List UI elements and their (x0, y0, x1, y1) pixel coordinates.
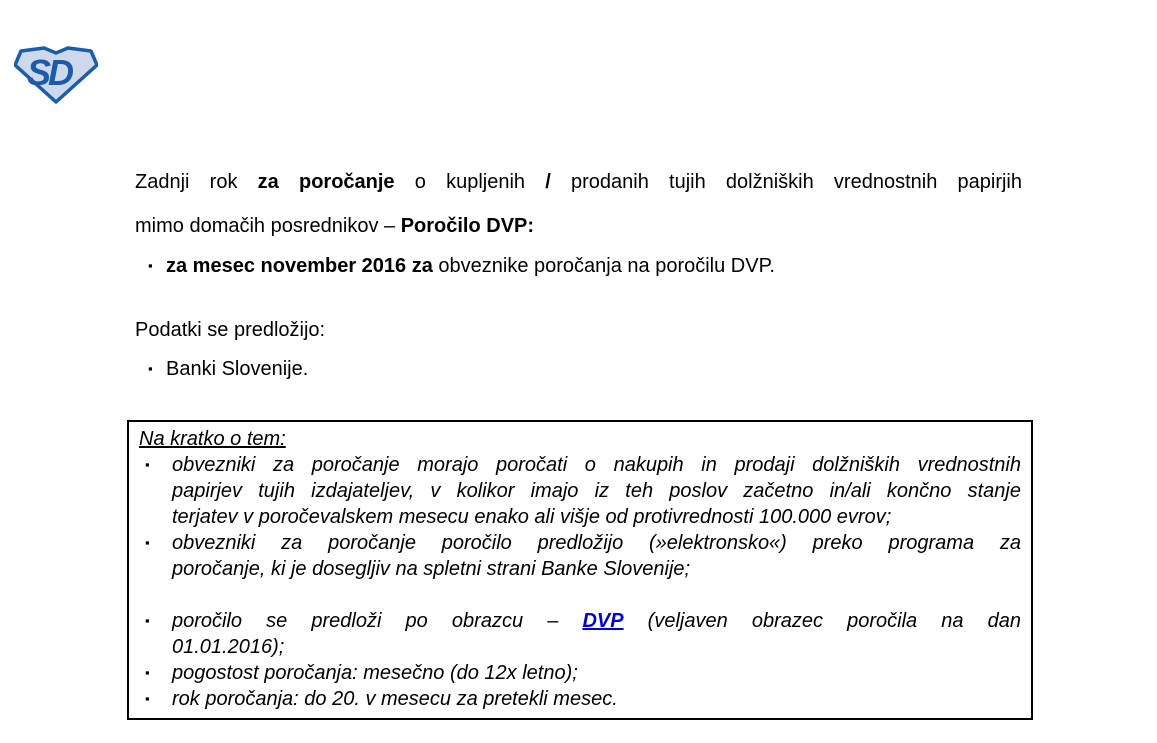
intro-text: prodanih tujih dolžniških vrednostnih papirjih (550, 171, 1022, 193)
intro-line-1 (135, 160, 1022, 204)
deadline-bullet (135, 254, 1022, 278)
recipient-text: Banki Slovenije. (166, 358, 309, 380)
deadline-text-rest: obveznike poročanja na poročilu DVP. (438, 255, 775, 277)
document-body (135, 160, 1022, 720)
logo-letters: SD (27, 52, 72, 93)
infobox-bullet-3 (139, 608, 1021, 660)
submission-heading: Podatki se predložijo: (135, 319, 326, 341)
bullet-square-icon: ▪ (145, 665, 150, 680)
infobox-b1-line1: obvezniki za poročanje morajo poročati o nakupih in prodaji dolžniških vrednostnih (172, 454, 1021, 476)
infobox-b3-post: (veljaven obrazec poročila na dan (623, 610, 1021, 632)
infobox-b3-line2: 01.01.2016); (172, 636, 285, 658)
infobox-bullet-4-text: pogostost poročanja: mesečno (do 12x letno); (172, 662, 578, 684)
intro-paragraph (135, 160, 1022, 248)
infobox-bullet-2-text (172, 530, 1021, 582)
intro-text-bold: Poročilo DVP: (400, 215, 535, 237)
bullet-square-icon: ▪ (148, 361, 153, 376)
infobox-bullet-5-text: rok poročanja: do 20. v mesecu za pretekli mesec. (172, 688, 618, 710)
infobox-b2-line2: poročanje, ki je dosegljiv na spletni strani Banke Slovenije; (172, 558, 691, 580)
intro-slash-bold: / (545, 171, 551, 193)
bullet-square-icon: ▪ (145, 613, 150, 628)
intro-text: mimo domačih posrednikov – (135, 215, 401, 237)
infobox (127, 420, 1033, 720)
bullet-square-icon: ▪ (148, 258, 153, 273)
dvp-link[interactable]: DVP (582, 610, 624, 632)
infobox-b3-pre: poročilo se predloži po obrazcu – (172, 610, 583, 632)
intro-text: Zadnji rok (135, 171, 258, 193)
bullet-square-icon: ▪ (145, 457, 150, 472)
infobox-b1-line3: terjatev v poročevalskem mesecu enako ali višje od protivrednosti 100.000 evrov; (172, 506, 892, 528)
infobox-b3-line1 (172, 608, 1021, 634)
infobox-heading: Na kratko o tem: (139, 428, 286, 450)
infobox-b2-line1: obvezniki za poročanje poročilo predložijo (»elektronsko«) preko programa za (172, 532, 1021, 554)
deadline-text (166, 254, 1022, 278)
infobox-b1-line2: papirjev tujih izdajateljev, v kolikor imajo iz teh poslov začetno in/ali končno stanje (172, 480, 1021, 502)
infobox-bullet-3-text (172, 608, 1021, 660)
bullet-square-icon: ▪ (145, 691, 150, 706)
intro-text: o kupljenih (394, 171, 546, 193)
infobox-bullet-2 (139, 530, 1021, 582)
infobox-bullet-4 (139, 660, 1021, 686)
infobox-bullet-1 (139, 452, 1021, 530)
intro-text-bold: za poročanje (257, 171, 395, 193)
bullet-square-icon: ▪ (145, 535, 150, 550)
intro-line-2 (135, 204, 1022, 248)
sd-shield-logo-icon (14, 44, 98, 104)
infobox-bullet-5 (139, 686, 1021, 712)
recipient-bullet (135, 357, 1022, 381)
deadline-text-bold: za mesec november 2016 za (166, 255, 439, 277)
infobox-bullet-1-text (172, 452, 1021, 530)
